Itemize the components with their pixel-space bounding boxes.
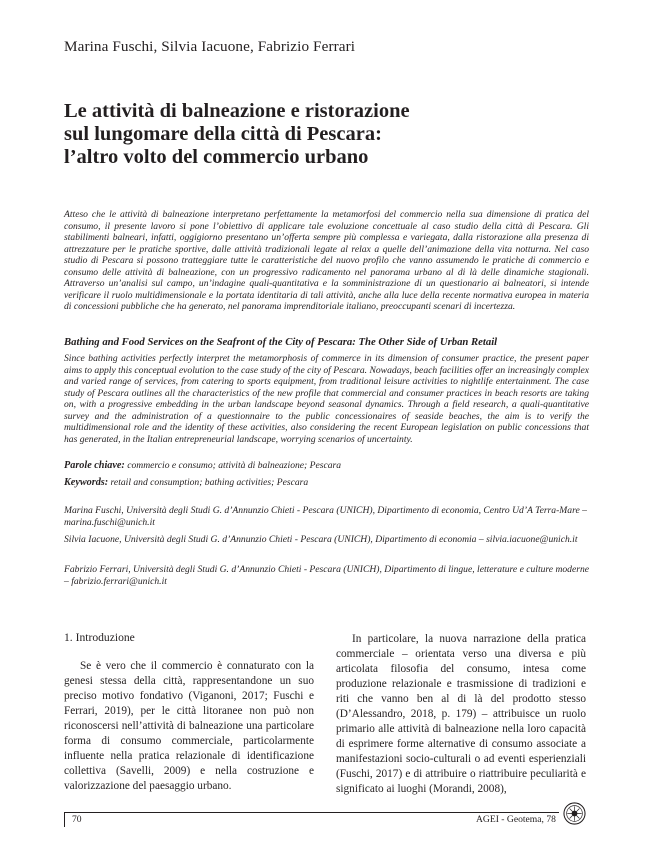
abstract-italian: Atteso che le attività di balneazione interpretano perfettamente la metamorfosi del commercio nella sua dimensione di pratica del consumo, il presente lavoro si pone l’obiettivo di applicare tale evoluzione concettuale al caso studio della città di Pescara. Gli stabilimenti balneari, infatti, oggigiorno presentano un’offerta sempre più complessa e variegata, dalla ristorazione alla presenza di attrezzature per le pratiche sportive, dalle attività tradizionali legate al relax a quelle dell’animazione della vita notturna. Nel caso studio di Pescara si possono tratteggiare tutte le caratteristiche del nuovo profilo che vanno assumendo le pratiche di commercio e consumo delle attività di balneazione, con un progressivo radicamento nel panorama urbano al di là delle dinamiche stagionali. Attraverso un’analisi sul campo, un’indagine quali-quantitativa e la somministrazione di un questionario ai balneatori, si intende verificare il ruolo multidimensionale e la portata identitaria di tali attività, anche alla luce della recente normativa europea in materia di concessioni pubbliche che ha generato, nel panorama imprenditoriale italiano, preoccupanti scenari di incertezza. xyxy=(64,209,589,313)
keywords-english xyxy=(64,477,594,488)
keywords-italian xyxy=(64,460,594,471)
paper-title xyxy=(64,100,604,169)
affiliation-iacuone: Silvia Iacuone, Università degli Studi G. d’Annunzio Chieti - Pescara (UNICH), Dipartimento di economia – silvia.iacuone@unich.it xyxy=(64,534,578,545)
page-number: 70 xyxy=(72,814,82,825)
english-title: Bathing and Food Services on the Seafront of the City of Pescara: The Other Side of Urban Retail xyxy=(64,336,498,348)
title-line: Le attività di balneazione e ristorazione xyxy=(64,100,410,122)
keywords-label: Parole chiave: xyxy=(64,460,125,471)
footer-divider xyxy=(64,812,65,827)
journal-name: AGEI - Geotema, 78 xyxy=(476,814,556,825)
title-line: l’altro volto del commercio urbano xyxy=(64,146,369,168)
keywords-label: Keywords: xyxy=(64,477,109,488)
agei-seal-icon xyxy=(563,802,586,825)
affiliation-ferrari: Fabrizio Ferrari, Università degli Studi G. d’Annunzio Chieti - Pescara (UNICH), Dipartimento di lingue, letterature e culture moderne – fabrizio.ferrari@unich.it xyxy=(64,564,590,587)
title-line: sul lungomare della città di Pescara: xyxy=(64,123,382,145)
section-heading: 1. Introduzione xyxy=(64,631,135,644)
affiliation-fuschi: Marina Fuschi, Università degli Studi G. d’Annunzio Chieti - Pescara (UNICH), Dipartimento di economia, Centro Ud’A Terra-Mare – marina.fuschi@unich.it xyxy=(64,505,587,528)
keywords-text: retail and consumption; bathing activities; Pescara xyxy=(108,477,309,488)
body-paragraph-left: Se è vero che il commercio è connaturato con la genesi stessa della città, rappresentandone un suo preciso motivo fondativo (Viganoni, 2017; Fuschi e Ferrari, 2019), per le città litoranee non può non riconoscersi nell’attività di balneazione una particolare forma di consumo commerciale, particolarmente influente nella pratica relazionale di identificazione collettiva (Savelli, 2009) e nella costruzione e valorizzazione del paesaggio urbano. xyxy=(64,660,314,793)
footer-rule xyxy=(64,812,559,813)
author-line: Marina Fuschi, Silvia Iacuone, Fabrizio Ferrari xyxy=(64,38,356,55)
body-paragraph-right: In particolare, la nuova narrazione della pratica commerciale – orientata verso una diversa e più articolata filosofia del consumo, intesa come produzione relazionale e trasmissione di tradizioni e riti che vanno ben al di là del prodotto stesso (D’Alessandro, 2018, p. 179) – attribuisce un ruolo primario alle attività di balneazione nella loro capacità di esprimere forme alternative di consumo associate a manifestazioni socio-culturali o ad eventi esperienziali (Fuschi, 2017) e di attribuire o riattribuire peculiarità e significato ai luoghi (Morandi, 2008), xyxy=(336,633,586,796)
abstract-english: Since bathing activities perfectly interpret the metamorphosis of commerce in its dimension of consumer practice, the present paper aims to apply this conceptual evolution to the case study of the city of Pescara. Nowadays, beach facilities offer an increasingly complex and varied range of services, from catering to sports equipment, from traditional leisure activities to nightlife entertainment. The case study of Pescara outlines all the characteristics of the new profile that commercial and consumer practices in beach resorts are taking on, with a progressive embedding in the urban landscape beyond seasonal dynamics. Through a field research, a quali-quantitative survey and the administration of a questionnaire to the public concessionaires of seaside beaches, the aim is to verify the multidimensional role and the identity of these activities, also considering the recent European legislation on public concessions that has generated, in the Italian entrepreneurial landscape, worrying scenarios of uncertainty. xyxy=(64,353,589,445)
keywords-text: commercio e consumo; attività di balneazione; Pescara xyxy=(124,460,342,471)
